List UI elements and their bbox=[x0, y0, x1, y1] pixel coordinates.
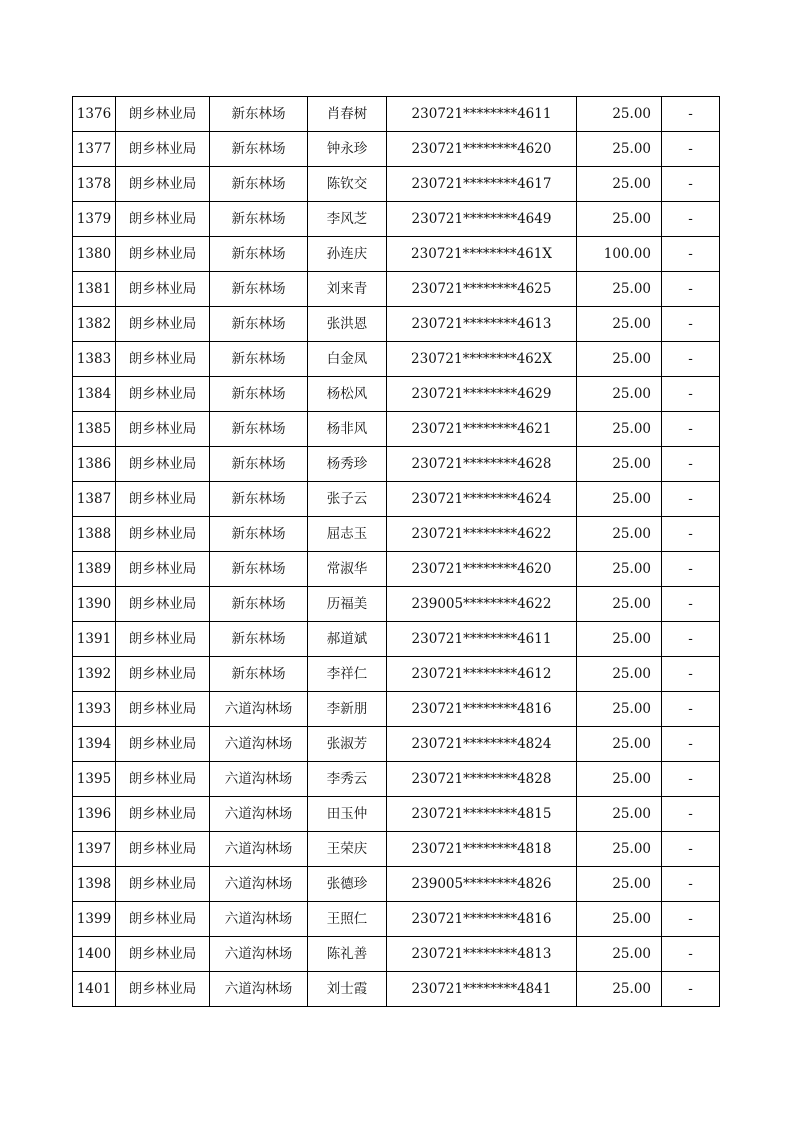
bureau-cell: 朗乡林业局 bbox=[116, 237, 210, 272]
amount-cell: 25.00 bbox=[577, 902, 662, 937]
note-cell: - bbox=[662, 727, 720, 762]
table-row bbox=[73, 902, 720, 937]
id-number-cell: 230721********4813 bbox=[387, 937, 577, 972]
table-row bbox=[73, 832, 720, 867]
note-cell: - bbox=[662, 342, 720, 377]
forest-farm-cell: 新东林场 bbox=[210, 237, 308, 272]
table-row bbox=[73, 97, 720, 132]
row-number-cell: 1384 bbox=[73, 377, 116, 412]
note-cell: - bbox=[662, 972, 720, 1007]
person-name-cell: 陈礼善 bbox=[308, 937, 387, 972]
person-name-cell: 历福美 bbox=[308, 587, 387, 622]
note-cell: - bbox=[662, 237, 720, 272]
bureau-cell: 朗乡林业局 bbox=[116, 657, 210, 692]
note-cell: - bbox=[662, 447, 720, 482]
row-number-cell: 1376 bbox=[73, 97, 116, 132]
table-row bbox=[73, 657, 720, 692]
person-name-cell: 杨秀珍 bbox=[308, 447, 387, 482]
id-number-cell: 230721********4628 bbox=[387, 447, 577, 482]
note-cell: - bbox=[662, 517, 720, 552]
bureau-cell: 朗乡林业局 bbox=[116, 587, 210, 622]
forest-farm-cell: 六道沟林场 bbox=[210, 902, 308, 937]
id-number-cell: 230721********4815 bbox=[387, 797, 577, 832]
table-row bbox=[73, 447, 720, 482]
note-cell: - bbox=[662, 132, 720, 167]
note-cell: - bbox=[662, 587, 720, 622]
roster-table-body bbox=[73, 97, 720, 1007]
amount-cell: 25.00 bbox=[577, 797, 662, 832]
forest-farm-cell: 新东林场 bbox=[210, 97, 308, 132]
amount-cell: 25.00 bbox=[577, 692, 662, 727]
person-name-cell: 杨松风 bbox=[308, 377, 387, 412]
bureau-cell: 朗乡林业局 bbox=[116, 167, 210, 202]
forest-farm-cell: 六道沟林场 bbox=[210, 937, 308, 972]
note-cell: - bbox=[662, 797, 720, 832]
person-name-cell: 刘来青 bbox=[308, 272, 387, 307]
person-name-cell: 刘士霞 bbox=[308, 972, 387, 1007]
forest-farm-cell: 新东林场 bbox=[210, 482, 308, 517]
amount-cell: 25.00 bbox=[577, 937, 662, 972]
person-name-cell: 李秀云 bbox=[308, 762, 387, 797]
table-row bbox=[73, 412, 720, 447]
id-number-cell: 230721********462X bbox=[387, 342, 577, 377]
person-name-cell: 陈钦交 bbox=[308, 167, 387, 202]
bureau-cell: 朗乡林业局 bbox=[116, 412, 210, 447]
id-number-cell: 230721********4624 bbox=[387, 482, 577, 517]
amount-cell: 25.00 bbox=[577, 307, 662, 342]
note-cell: - bbox=[662, 97, 720, 132]
table-row bbox=[73, 587, 720, 622]
forest-farm-cell: 六道沟林场 bbox=[210, 692, 308, 727]
bureau-cell: 朗乡林业局 bbox=[116, 97, 210, 132]
forest-farm-cell: 新东林场 bbox=[210, 447, 308, 482]
bureau-cell: 朗乡林业局 bbox=[116, 622, 210, 657]
person-name-cell: 李祥仁 bbox=[308, 657, 387, 692]
table-row bbox=[73, 692, 720, 727]
id-number-cell: 230721********4818 bbox=[387, 832, 577, 867]
bureau-cell: 朗乡林业局 bbox=[116, 482, 210, 517]
bureau-cell: 朗乡林业局 bbox=[116, 762, 210, 797]
amount-cell: 25.00 bbox=[577, 622, 662, 657]
table-row bbox=[73, 307, 720, 342]
amount-cell: 25.00 bbox=[577, 762, 662, 797]
person-name-cell: 王荣庆 bbox=[308, 832, 387, 867]
table-row bbox=[73, 167, 720, 202]
amount-cell: 25.00 bbox=[577, 412, 662, 447]
person-name-cell: 孙连庆 bbox=[308, 237, 387, 272]
note-cell: - bbox=[662, 202, 720, 237]
note-cell: - bbox=[662, 867, 720, 902]
bureau-cell: 朗乡林业局 bbox=[116, 832, 210, 867]
table-row bbox=[73, 202, 720, 237]
bureau-cell: 朗乡林业局 bbox=[116, 272, 210, 307]
person-name-cell: 王照仁 bbox=[308, 902, 387, 937]
id-number-cell: 230721********4611 bbox=[387, 622, 577, 657]
table-row bbox=[73, 797, 720, 832]
forest-farm-cell: 新东林场 bbox=[210, 587, 308, 622]
row-number-cell: 1388 bbox=[73, 517, 116, 552]
forest-farm-cell: 六道沟林场 bbox=[210, 832, 308, 867]
table-row bbox=[73, 867, 720, 902]
id-number-cell: 230721********4620 bbox=[387, 552, 577, 587]
forest-farm-cell: 新东林场 bbox=[210, 132, 308, 167]
id-number-cell: 230721********461X bbox=[387, 237, 577, 272]
table-row bbox=[73, 622, 720, 657]
person-name-cell: 杨非风 bbox=[308, 412, 387, 447]
id-number-cell: 230721********4622 bbox=[387, 517, 577, 552]
person-name-cell: 李新朋 bbox=[308, 692, 387, 727]
bureau-cell: 朗乡林业局 bbox=[116, 377, 210, 412]
id-number-cell: 230721********4816 bbox=[387, 692, 577, 727]
id-number-cell: 239005********4622 bbox=[387, 587, 577, 622]
forest-farm-cell: 新东林场 bbox=[210, 202, 308, 237]
row-number-cell: 1399 bbox=[73, 902, 116, 937]
table-row bbox=[73, 937, 720, 972]
table-row bbox=[73, 972, 720, 1007]
row-number-cell: 1392 bbox=[73, 657, 116, 692]
table-row bbox=[73, 377, 720, 412]
table-row bbox=[73, 727, 720, 762]
row-number-cell: 1390 bbox=[73, 587, 116, 622]
forest-farm-cell: 六道沟林场 bbox=[210, 797, 308, 832]
id-number-cell: 239005********4826 bbox=[387, 867, 577, 902]
table-row bbox=[73, 237, 720, 272]
forest-farm-cell: 新东林场 bbox=[210, 412, 308, 447]
id-number-cell: 230721********4629 bbox=[387, 377, 577, 412]
forest-farm-cell: 六道沟林场 bbox=[210, 727, 308, 762]
row-number-cell: 1391 bbox=[73, 622, 116, 657]
row-number-cell: 1398 bbox=[73, 867, 116, 902]
note-cell: - bbox=[662, 377, 720, 412]
id-number-cell: 230721********4621 bbox=[387, 412, 577, 447]
bureau-cell: 朗乡林业局 bbox=[116, 797, 210, 832]
bureau-cell: 朗乡林业局 bbox=[116, 447, 210, 482]
note-cell: - bbox=[662, 622, 720, 657]
forest-farm-cell: 六道沟林场 bbox=[210, 762, 308, 797]
row-number-cell: 1387 bbox=[73, 482, 116, 517]
bureau-cell: 朗乡林业局 bbox=[116, 132, 210, 167]
note-cell: - bbox=[662, 272, 720, 307]
note-cell: - bbox=[662, 307, 720, 342]
amount-cell: 25.00 bbox=[577, 272, 662, 307]
id-number-cell: 230721********4612 bbox=[387, 657, 577, 692]
row-number-cell: 1385 bbox=[73, 412, 116, 447]
person-name-cell: 张淑芳 bbox=[308, 727, 387, 762]
amount-cell: 100.00 bbox=[577, 237, 662, 272]
person-name-cell: 张德珍 bbox=[308, 867, 387, 902]
note-cell: - bbox=[662, 412, 720, 447]
id-number-cell: 230721********4611 bbox=[387, 97, 577, 132]
id-number-cell: 230721********4620 bbox=[387, 132, 577, 167]
row-number-cell: 1401 bbox=[73, 972, 116, 1007]
amount-cell: 25.00 bbox=[577, 972, 662, 1007]
person-name-cell: 常淑华 bbox=[308, 552, 387, 587]
note-cell: - bbox=[662, 937, 720, 972]
amount-cell: 25.00 bbox=[577, 727, 662, 762]
forest-farm-cell: 新东林场 bbox=[210, 517, 308, 552]
person-name-cell: 白金凤 bbox=[308, 342, 387, 377]
bureau-cell: 朗乡林业局 bbox=[116, 552, 210, 587]
bureau-cell: 朗乡林业局 bbox=[116, 867, 210, 902]
amount-cell: 25.00 bbox=[577, 587, 662, 622]
bureau-cell: 朗乡林业局 bbox=[116, 727, 210, 762]
row-number-cell: 1395 bbox=[73, 762, 116, 797]
id-number-cell: 230721********4828 bbox=[387, 762, 577, 797]
row-number-cell: 1382 bbox=[73, 307, 116, 342]
subsidy-roster-table bbox=[72, 96, 720, 1007]
amount-cell: 25.00 bbox=[577, 167, 662, 202]
id-number-cell: 230721********4613 bbox=[387, 307, 577, 342]
forest-farm-cell: 新东林场 bbox=[210, 552, 308, 587]
id-number-cell: 230721********4841 bbox=[387, 972, 577, 1007]
amount-cell: 25.00 bbox=[577, 657, 662, 692]
bureau-cell: 朗乡林业局 bbox=[116, 902, 210, 937]
row-number-cell: 1400 bbox=[73, 937, 116, 972]
note-cell: - bbox=[662, 482, 720, 517]
bureau-cell: 朗乡林业局 bbox=[116, 937, 210, 972]
row-number-cell: 1396 bbox=[73, 797, 116, 832]
forest-farm-cell: 新东林场 bbox=[210, 622, 308, 657]
table-row bbox=[73, 132, 720, 167]
row-number-cell: 1394 bbox=[73, 727, 116, 762]
bureau-cell: 朗乡林业局 bbox=[116, 517, 210, 552]
person-name-cell: 张子云 bbox=[308, 482, 387, 517]
note-cell: - bbox=[662, 902, 720, 937]
note-cell: - bbox=[662, 832, 720, 867]
note-cell: - bbox=[662, 692, 720, 727]
person-name-cell: 屈志玉 bbox=[308, 517, 387, 552]
row-number-cell: 1378 bbox=[73, 167, 116, 202]
bureau-cell: 朗乡林业局 bbox=[116, 692, 210, 727]
forest-farm-cell: 六道沟林场 bbox=[210, 867, 308, 902]
row-number-cell: 1397 bbox=[73, 832, 116, 867]
amount-cell: 25.00 bbox=[577, 482, 662, 517]
amount-cell: 25.00 bbox=[577, 552, 662, 587]
note-cell: - bbox=[662, 552, 720, 587]
person-name-cell: 肖春树 bbox=[308, 97, 387, 132]
row-number-cell: 1393 bbox=[73, 692, 116, 727]
table-row bbox=[73, 762, 720, 797]
table-row bbox=[73, 552, 720, 587]
person-name-cell: 郝道斌 bbox=[308, 622, 387, 657]
table-row bbox=[73, 272, 720, 307]
amount-cell: 25.00 bbox=[577, 517, 662, 552]
row-number-cell: 1380 bbox=[73, 237, 116, 272]
note-cell: - bbox=[662, 762, 720, 797]
row-number-cell: 1386 bbox=[73, 447, 116, 482]
forest-farm-cell: 新东林场 bbox=[210, 272, 308, 307]
amount-cell: 25.00 bbox=[577, 377, 662, 412]
amount-cell: 25.00 bbox=[577, 447, 662, 482]
bureau-cell: 朗乡林业局 bbox=[116, 342, 210, 377]
table-row bbox=[73, 517, 720, 552]
note-cell: - bbox=[662, 167, 720, 202]
id-number-cell: 230721********4824 bbox=[387, 727, 577, 762]
amount-cell: 25.00 bbox=[577, 342, 662, 377]
row-number-cell: 1389 bbox=[73, 552, 116, 587]
row-number-cell: 1383 bbox=[73, 342, 116, 377]
bureau-cell: 朗乡林业局 bbox=[116, 972, 210, 1007]
note-cell: - bbox=[662, 657, 720, 692]
forest-farm-cell: 新东林场 bbox=[210, 307, 308, 342]
id-number-cell: 230721********4649 bbox=[387, 202, 577, 237]
id-number-cell: 230721********4617 bbox=[387, 167, 577, 202]
amount-cell: 25.00 bbox=[577, 867, 662, 902]
forest-farm-cell: 新东林场 bbox=[210, 657, 308, 692]
amount-cell: 25.00 bbox=[577, 202, 662, 237]
forest-farm-cell: 新东林场 bbox=[210, 342, 308, 377]
person-name-cell: 钟永珍 bbox=[308, 132, 387, 167]
row-number-cell: 1377 bbox=[73, 132, 116, 167]
row-number-cell: 1379 bbox=[73, 202, 116, 237]
person-name-cell: 李风芝 bbox=[308, 202, 387, 237]
table-row bbox=[73, 482, 720, 517]
amount-cell: 25.00 bbox=[577, 132, 662, 167]
amount-cell: 25.00 bbox=[577, 97, 662, 132]
forest-farm-cell: 六道沟林场 bbox=[210, 972, 308, 1007]
row-number-cell: 1381 bbox=[73, 272, 116, 307]
id-number-cell: 230721********4816 bbox=[387, 902, 577, 937]
amount-cell: 25.00 bbox=[577, 832, 662, 867]
person-name-cell: 张洪恩 bbox=[308, 307, 387, 342]
bureau-cell: 朗乡林业局 bbox=[116, 307, 210, 342]
forest-farm-cell: 新东林场 bbox=[210, 167, 308, 202]
id-number-cell: 230721********4625 bbox=[387, 272, 577, 307]
person-name-cell: 田玉仲 bbox=[308, 797, 387, 832]
table-row bbox=[73, 342, 720, 377]
forest-farm-cell: 新东林场 bbox=[210, 377, 308, 412]
bureau-cell: 朗乡林业局 bbox=[116, 202, 210, 237]
